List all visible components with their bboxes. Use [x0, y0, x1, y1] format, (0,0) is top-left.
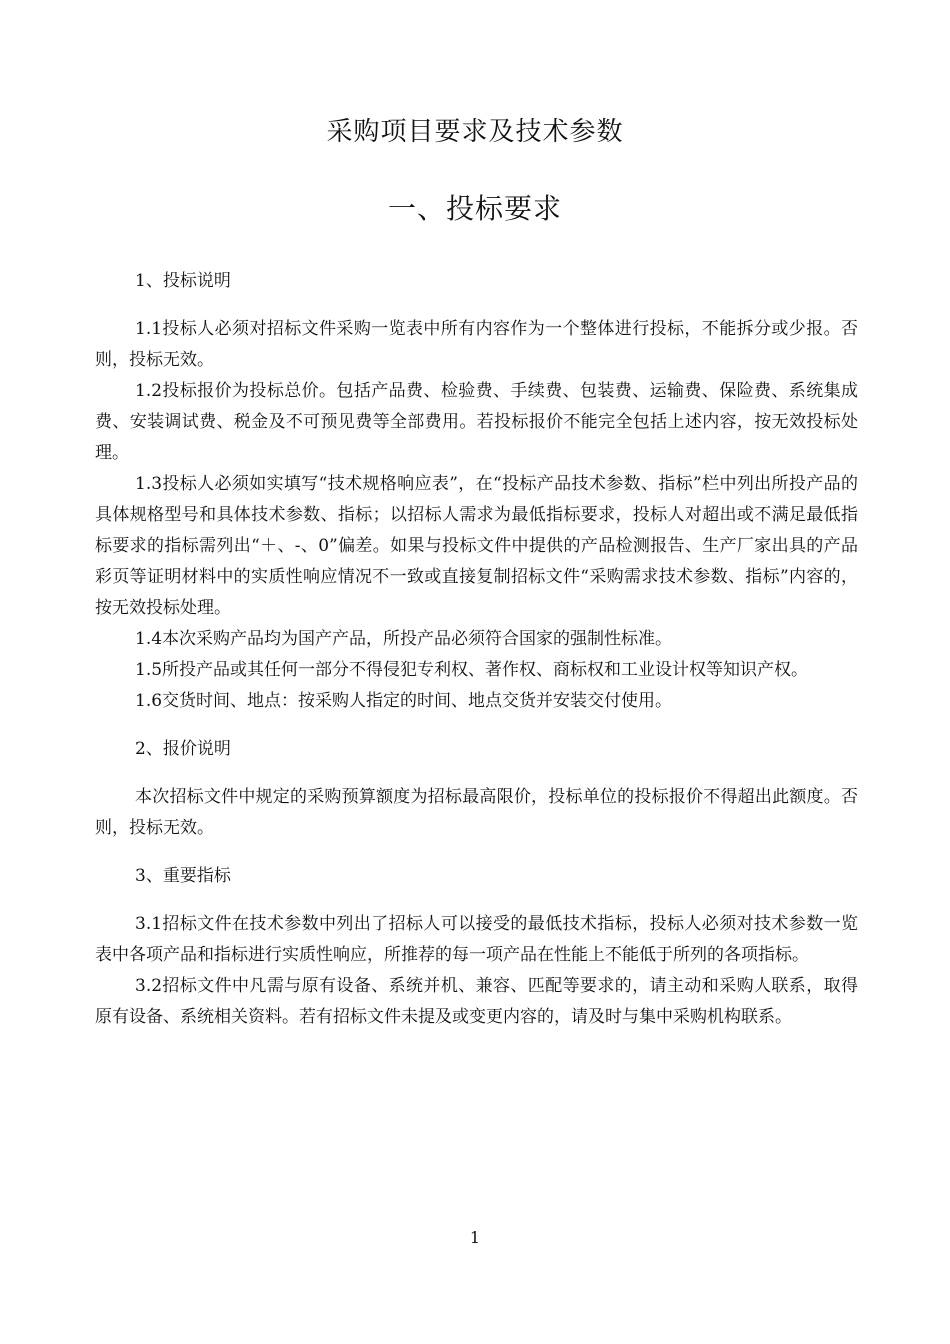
subsection-heading-quotation-notes: 2、报价说明: [135, 739, 231, 759]
paragraph-1-6: 1.6交货时间、地点：按采购人指定的时间、地点交货并安装交付使用。: [135, 691, 673, 711]
subsection-heading-bidding-notes: 1、投标说明: [135, 271, 231, 291]
document-body: [95, 266, 858, 1033]
subsection-heading-key-indicators: 3、重要指标: [135, 866, 231, 886]
paragraph-3-2: 3.2招标文件中凡需与原有设备、系统并机、兼容、匹配等要求的，请主动和采购人联系，取得原有设备、系统相关资料。若有招标文件未提及或变更内容的，请及时与集中采购机构联系。: [95, 976, 858, 1027]
section-title: 一、投标要求: [387, 192, 562, 225]
paragraph-1-1: 1.1投标人必须对招标文件采购一览表中所有内容作为一个整体进行投标，不能拆分或少报。否则，投标无效。: [95, 319, 858, 370]
paragraph-1-3: 1.3投标人必须如实填写“技术规格响应表”，在“投标产品技术参数、指标”栏中列出所投产品的具体规格型号和具体技术参数、指标；以招标人需求为最低指标要求，投标人对超出或不满足最低指标要求的指标需列出“＋、-、0”偏差。如果与投标文件中提供的产品检测报告、生产厂家出具的产品彩页等证明材料中的实质性响应情况不一致或直接复制招标文件“采购需求技术参数、指标”内容的，按无效投标处理。: [95, 474, 858, 618]
paragraph-1-4: 1.4本次采购产品均为国产产品，所投产品必须符合国家的强制性标准。: [135, 629, 673, 649]
paragraph-1-5: 1.5所投产品或其任何一部分不得侵犯专利权、著作权、商标权和工业设计权等知识产权。: [135, 660, 809, 680]
paragraph-3-1: 3.1招标文件在技术参数中列出了招标人可以接受的最低技术指标，投标人必须对技术参数一览表中各项产品和指标进行实质性响应，所推荐的每一项产品在性能上不能低于所列的各项指标。: [95, 914, 858, 965]
paragraph-2-1: 本次招标文件中规定的采购预算额度为招标最高限价，投标单位的投标报价不得超出此额度。否则，投标无效。: [95, 787, 858, 838]
page-number: 1: [469, 1228, 481, 1247]
paragraph-1-2: 1.2投标报价为投标总价。包括产品费、检验费、手续费、包装费、运输费、保险费、系统集成费、安装调试费、税金及不可预见费等全部费用。若投标报价不能完全包括上述内容，按无效投标处理。: [95, 381, 858, 463]
document-title: 采购项目要求及技术参数: [326, 117, 624, 147]
